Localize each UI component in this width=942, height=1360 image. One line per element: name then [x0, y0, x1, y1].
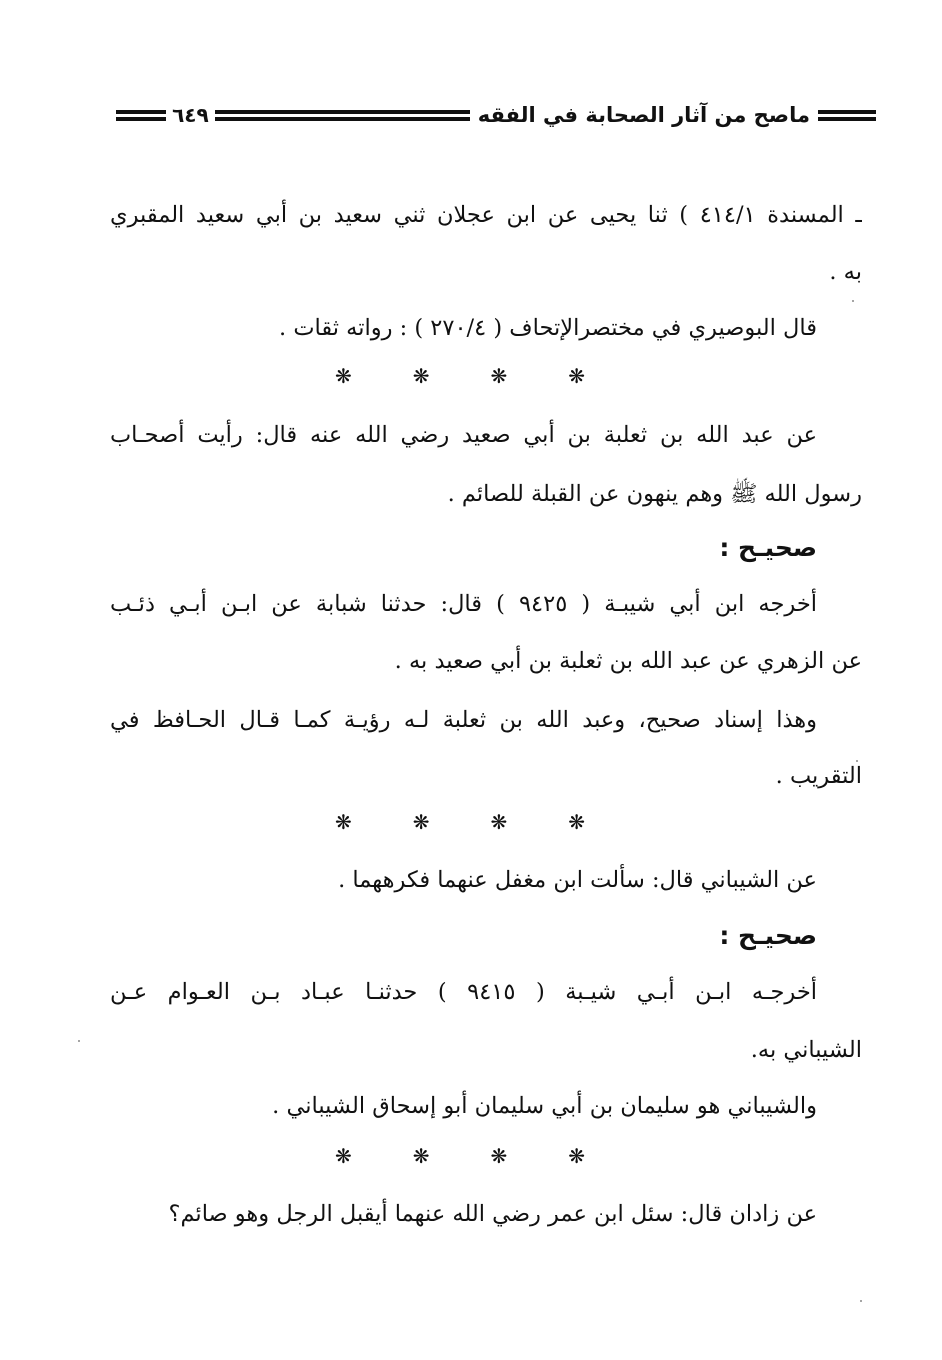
book-title: ماصح من آثار الصحابة في الفقه	[477, 103, 810, 127]
star-ornament-icon: ❋	[490, 810, 508, 834]
text-line: وهذا إسناد صحيح، وعبد الله بن ثعلبة لـه رؤيـة كمـا قـال الحـافظ في	[110, 707, 817, 733]
section-separator	[335, 808, 585, 836]
scan-speck	[852, 300, 854, 302]
section-separator	[335, 362, 585, 390]
star-ornament-icon: ❋	[412, 1144, 430, 1168]
star-ornament-icon: ❋	[335, 810, 352, 834]
scan-speck	[856, 760, 858, 762]
grade-heading: صحيـح :	[719, 921, 817, 950]
scan-speck	[860, 1300, 862, 1302]
text-line: قال البوصيري في مختصرالإتحاف ( ٢٧٠/٤ ) : رواته ثقات .	[279, 315, 817, 341]
text-line: عن زادان قال: سئل ابن عمر رضي الله عنهما أيقبل الرجل وهو صائم؟	[168, 1201, 817, 1227]
text-line: رسول الله ﷺ وهم ينهون عن القبلة للصائم .	[447, 481, 862, 507]
star-ornament-icon: ❋	[412, 364, 430, 388]
header-rule-left	[116, 110, 166, 121]
text-line: عن عبد الله بن ثعلبة بن أبي صعيد رضي الله عنه قال: رأيت أصحـاب	[110, 422, 817, 448]
scan-speck	[78, 1040, 80, 1042]
text-line: الشيباني به.	[750, 1037, 862, 1063]
text-line: عن الزهري عن عبد الله بن ثعلبة بن أبي صعيد به .	[394, 648, 862, 674]
text-line: والشيباني هو سليمان بن أبي سليمان أبو إسحاق الشيباني .	[272, 1093, 817, 1119]
page-number: ٦٤٩	[172, 103, 209, 127]
star-ornament-icon: ❋	[412, 810, 430, 834]
running-header	[108, 100, 876, 130]
star-ornament-icon: ❋	[490, 1144, 508, 1168]
text-line: أخرجـه ابـن أبـي شيـبة ( ٩٤١٥ ) حدثنـا عبـاد بـن العـوام عـن	[110, 979, 817, 1005]
header-rule-middle	[215, 110, 470, 121]
star-ornament-icon: ❋	[568, 810, 585, 834]
text-line: أخرجه ابن أبي شيبـة ( ٩٤٢٥ ) قال: حدثنا شبابة عن ابـن أبـي ذئـب	[110, 591, 817, 617]
star-ornament-icon: ❋	[568, 364, 585, 388]
text-line: عن الشيباني قال: سألت ابن مغفل عنهما فكرههما .	[338, 867, 817, 893]
section-separator	[335, 1142, 585, 1170]
star-ornament-icon: ❋	[335, 1144, 352, 1168]
text-line: به .	[829, 259, 862, 285]
grade-heading: صحيـح :	[719, 533, 817, 562]
text-line: التقريب .	[775, 763, 862, 789]
text-line: ـ المسندة ٤١٤/١ ) ثنا يحيى عن ابن عجلان ثني سعيد بن أبي سعيد المقبري	[110, 202, 862, 228]
star-ornament-icon: ❋	[490, 364, 508, 388]
header-rule-right	[818, 110, 876, 121]
star-ornament-icon: ❋	[568, 1144, 585, 1168]
star-ornament-icon: ❋	[335, 364, 352, 388]
